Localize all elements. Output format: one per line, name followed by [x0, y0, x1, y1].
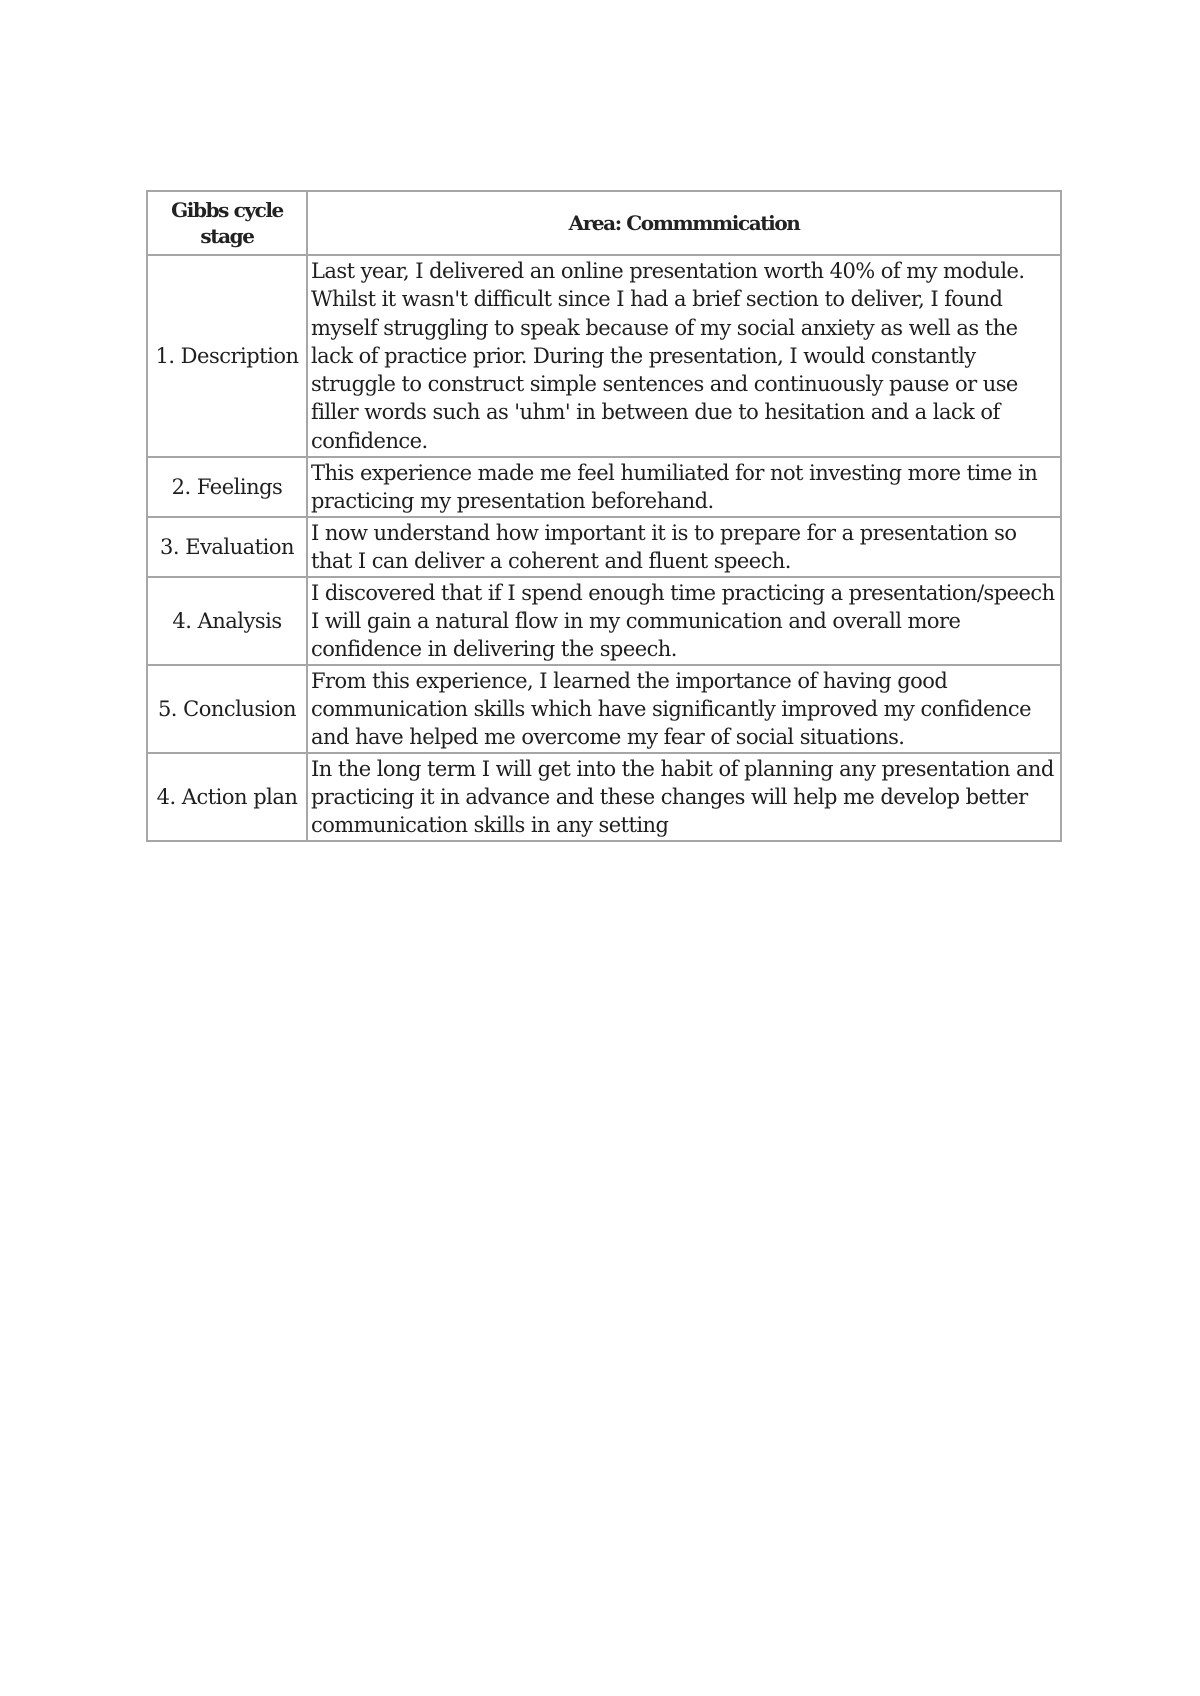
entry-cell-description: Last year, I delivered an online presentation worth 40% of my module. Whilst it wasn't difficult since I had a brief section to deliver, I found myself struggling to speak because of my social anxiety as well as the lack of practice prior. During the presentation, I would constantly struggle to construct simple sentences and continuously pause or use filler words such as 'uhm' in between due to hesitation and a lack of confidence. — [307, 255, 1061, 457]
table-row — [147, 753, 1061, 841]
header-stage-cell: Gibbs cycle stage — [147, 191, 307, 255]
stage-cell-feelings: 2. Feelings — [147, 457, 307, 517]
stage-cell-description: 1. Description — [147, 255, 307, 457]
table-row — [147, 577, 1061, 665]
entry-cell-analysis: I discovered that if I spend enough time practicing a presentation/speech I will gain a natural flow in my communication and overall more confidence in delivering the speech. — [307, 577, 1061, 665]
stage-cell-action-plan: 4. Action plan — [147, 753, 307, 841]
table-row — [147, 665, 1061, 753]
table-row — [147, 255, 1061, 457]
entry-cell-feelings: This experience made me feel humiliated for not investing more time in practicing my presentation beforehand. — [307, 457, 1061, 517]
stage-cell-evaluation: 3. Evaluation — [147, 517, 307, 577]
entry-cell-action-plan: In the long term I will get into the habit of planning any presentation and practicing it in advance and these changes will help me develop better communication skills in any setting — [307, 753, 1061, 841]
stage-cell-analysis: 4. Analysis — [147, 577, 307, 665]
table-row — [147, 517, 1061, 577]
header-area-cell: Area: Commmmication — [307, 191, 1061, 255]
stage-cell-conclusion: 5. Conclusion — [147, 665, 307, 753]
entry-cell-conclusion: From this experience, I learned the importance of having good communication skills which have significantly improved my confidence and have helped me overcome my fear of social situations. — [307, 665, 1061, 753]
table-row — [147, 457, 1061, 517]
gibbs-reflection-table — [146, 190, 1062, 842]
entry-cell-evaluation: I now understand how important it is to prepare for a presentation so that I can deliver a coherent and fluent speech. — [307, 517, 1061, 577]
table-header-row — [147, 191, 1061, 255]
